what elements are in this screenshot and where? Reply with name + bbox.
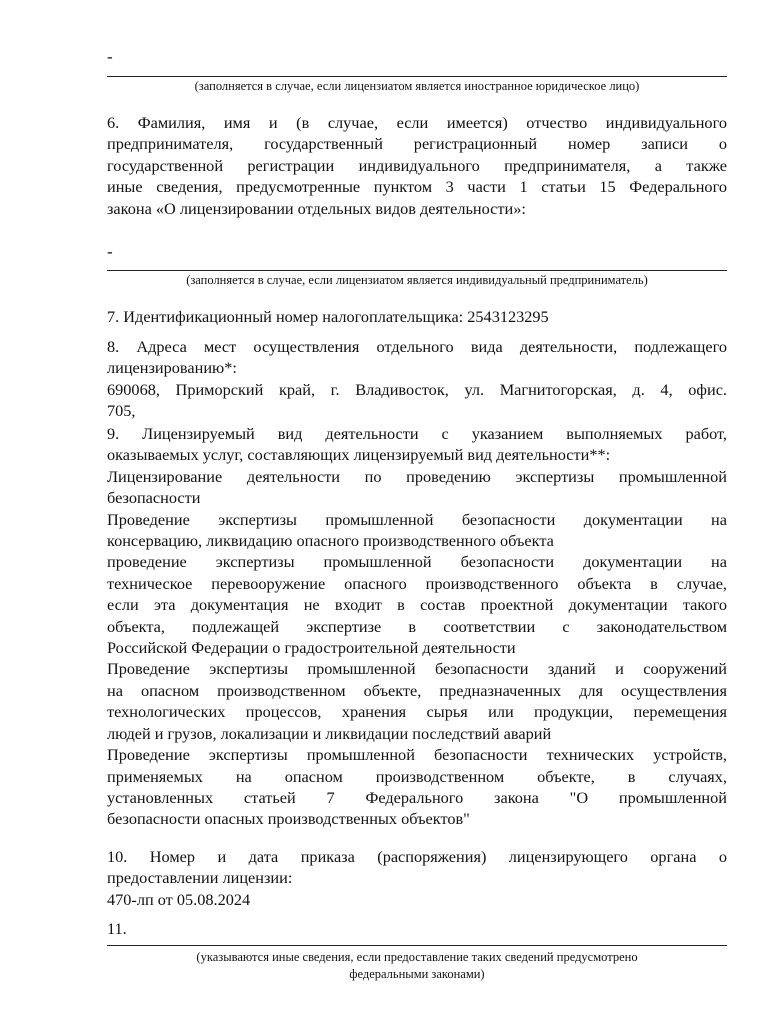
- section-8-addresses: [107, 336, 727, 422]
- activity-line: техническое перевооружение опасного производственного объекта в случае,: [107, 573, 727, 593]
- foreign-entity-underline: [107, 76, 727, 77]
- section-9-activities: [107, 423, 727, 830]
- section-6-line: предпринимателя, государственный регистрационный номер записи о: [107, 134, 727, 154]
- address-line: 690068, Приморский край, г. Владивосток, ул. Магнитогорская, д. 4, офис.: [107, 379, 727, 399]
- activity-line: проведение экспертизы промышленной безопасности документации на: [107, 552, 727, 572]
- activity-line: безопасности опасных производственных объектов": [107, 809, 470, 829]
- section-8-line: лицензированию*:: [107, 358, 237, 378]
- other-info-note-line: (указываются иные сведения, если предоставление таких сведений предусмотрено: [196, 950, 638, 964]
- activity-line: применяемых на опасном производственном объекте, в случаях,: [107, 766, 727, 786]
- activity-line: безопасности: [107, 488, 201, 508]
- activity-line: объекта, подлежащей экспертизе в соответствии с законодательством: [107, 616, 727, 636]
- activity-line: консервацию, ликвидацию опасного производственного объекта: [107, 531, 554, 551]
- entrepreneur-note: (заполняется в случае, если лицензиатом является индивидуальный предприниматель): [186, 273, 648, 287]
- section-9-line: 9. Лицензируемый вид деятельности с указанием выполняемых работ,: [107, 424, 727, 443]
- activity-line: Проведение экспертизы промышленной безопасности технических устройств,: [107, 745, 727, 765]
- section-6-line: государственной регистрации индивидуального предпринимателя, а также: [107, 155, 727, 175]
- address-line: 705,: [107, 401, 136, 421]
- activity-line: Российской Федерации о градостроительной деятельности: [107, 638, 516, 658]
- other-info-underline: [107, 945, 727, 946]
- activity-line: Проведение экспертизы промышленной безопасности зданий и сооружений: [107, 659, 727, 679]
- foreign-entity-dash: -: [107, 47, 113, 66]
- activity-line: людей и грузов, локализации и ликвидации последствий аварий: [107, 723, 552, 743]
- section-8-line: 8. Адреса мест осуществления отдельного вида деятельности, подлежащего: [107, 337, 727, 356]
- section-6-heading: [107, 112, 727, 219]
- foreign-entity-note: (заполняется в случае, если лицензиатом является иностранное юридическое лицо): [194, 79, 640, 93]
- activity-line: Проведение экспертизы промышленной безопасности документации на: [107, 509, 727, 529]
- section-7-inn: [107, 306, 727, 327]
- activity-line: Лицензирование деятельности по проведению экспертизы промышленной: [107, 466, 727, 486]
- other-info-note-line: федеральными законами): [349, 967, 485, 981]
- section-6-line: закона «О лицензировании отдельных видов деятельности»:: [107, 198, 526, 218]
- activity-line: если эта документация не входит в состав проектной документации такого: [107, 595, 727, 615]
- section-6-line: иные сведения, предусмотренные пунктом 3 части 1 статьи 15 Федерального: [107, 177, 727, 197]
- activity-line: технологических процессов, хранения сырья или продукции, перемещения: [107, 702, 727, 722]
- entrepreneur-dash: -: [107, 242, 113, 261]
- section-9-line: оказываемых услуг, составляющих лицензируемый вид деятельности**:: [107, 445, 611, 465]
- section-10-line: 10. Номер и дата приказа (распоряжения) лицензирующего органа о: [107, 847, 727, 866]
- section-10-order: [107, 846, 727, 910]
- section-11-label: 11.: [107, 919, 127, 938]
- section-6-line: 6. Фамилия, имя и (в случае, если имеется) отчество индивидуального: [107, 113, 727, 132]
- section-10-line: предоставлении лицензии:: [107, 868, 293, 888]
- other-info-note: [107, 949, 727, 983]
- order-number-line: 470-лп от 05.08.2024: [107, 889, 251, 909]
- entrepreneur-underline: [107, 270, 727, 271]
- activity-line: установленных статьей 7 Федерального закона "О промышленной: [107, 787, 727, 807]
- inn-line: 7. Идентификационный номер налогоплательщика: 2543123295: [107, 307, 549, 326]
- activity-line: на опасном производственном объекте, предназначенных для осуществления: [107, 680, 727, 700]
- section-11: [107, 918, 727, 939]
